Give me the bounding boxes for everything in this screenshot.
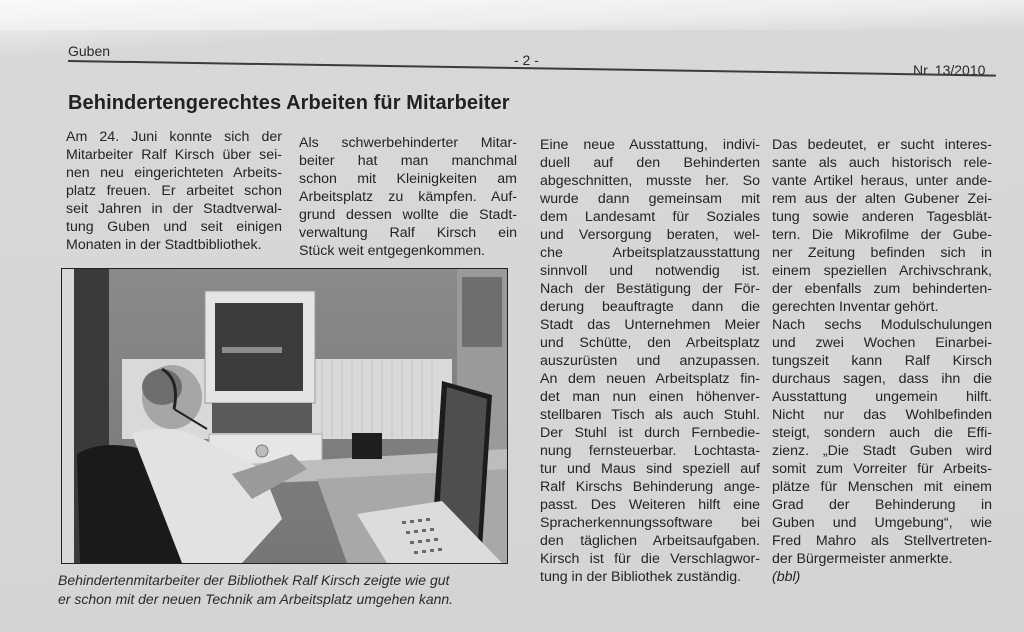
text-line: det man nun einen höhenver- (540, 389, 760, 405)
text-line: passt. Des Weiteren hilft eine (540, 497, 760, 513)
text-line: und Versorgung beraten, wel- (540, 227, 760, 243)
text-line: Ralf Kirschs Behinderung ange- (540, 479, 760, 495)
text-line: Kirsch ist für die Verschlagwor- (540, 551, 760, 567)
text-line: beiter hat man manchmal (299, 153, 517, 169)
text-line: Nach sechs Modulschulungen (772, 317, 992, 333)
text-line: der ebenfalls zum behinderten- (772, 281, 992, 297)
text-line: dem Landesamt für Soziales (540, 209, 760, 225)
text-line: gerechten Inventar gehört. (772, 299, 939, 315)
text-line: ner Zeitung befinden sich in (772, 245, 992, 261)
text-line: verwaltung Ralf Kirsch ein (299, 225, 517, 241)
text-line: Als schwerbehinderter Mitar- (299, 135, 517, 151)
text-line: rem aus der alten Gubener Zei- (772, 191, 992, 207)
text-line: nen neu eingerichteten Arbeits- (66, 165, 282, 181)
text-line: nung fernsteuerbar. Lochtasta- (540, 443, 760, 459)
text-line: Am 24. Juni konnte sich der (66, 129, 282, 145)
text-line: Grad der Behinderung in (772, 497, 992, 513)
text-line: der Bürgermeister anmerkte. (772, 551, 953, 567)
text-line: Guben und Umgebung“, wie (772, 515, 992, 531)
text-line: Stadt das Unternehmen Meier (540, 317, 760, 333)
text-line: sante als auch historisch rele- (772, 155, 992, 171)
text-line: steigt, sondern auch die Effi- (772, 425, 992, 441)
text-line: und zwei Wochen Einarbei- (772, 335, 992, 351)
text-line: Ausstattung ungemein hilft. (772, 389, 992, 405)
text-line: tung in der Bibliothek zuständig. (540, 569, 742, 585)
text-line: grund dessen wollte die Stadt- (299, 207, 517, 223)
photo-caption (58, 571, 518, 609)
text-line: tung Guben und seit einigen (66, 219, 282, 235)
text-line: sinnvoll und notwendig ist. (540, 263, 760, 279)
caption-line: Behindertenmitarbeiter der Bibliothek Ralf Kirsch zeigte wie gut (58, 572, 450, 588)
text-line: Stück weit entgegenkommen. (299, 243, 486, 259)
article-photo (61, 268, 508, 564)
text-line: somit zum Vorreiter für Arbeits- (772, 461, 992, 477)
article-column-4 (772, 136, 992, 586)
text-line: Nach der Bestätigung der För- (540, 281, 760, 297)
text-line: schon mit Kleinigkeiten am (299, 171, 517, 187)
issue-number: Nr. 13/2010 (913, 62, 986, 78)
text-line: einem speziellen Archivschrank, (772, 263, 992, 279)
article-column-1 (66, 128, 282, 254)
scan-edge (0, 0, 1024, 30)
text-line: derung beauftragte dann die (540, 299, 760, 315)
text-line: den täglichen Arbeitsaufgaben. (540, 533, 760, 549)
text-line: auszurüsten und anzupassen. (540, 353, 760, 369)
text-line: Das bedeutet, er sucht interes- (772, 137, 992, 153)
text-line: stellbaren Tisch als auch Stuhl. (540, 407, 760, 423)
workstation-photo-illustration (62, 269, 507, 563)
caption-line: er schon mit der neuen Technik am Arbeitsplatz umgehen kann. (58, 591, 454, 607)
text-line: Monaten in der Stadtbibliothek. (66, 237, 262, 253)
text-line: Nicht nur das Wohlbefinden (772, 407, 992, 423)
text-line: duell auf den Behinderten (540, 155, 760, 171)
text-line: tungszeit kann Ralf Kirsch (772, 353, 992, 369)
text-line: vante Artikel heraus, unter ande- (772, 173, 992, 189)
text-line: tung sowie anderen Tagesblät- (772, 209, 992, 225)
text-line: Spracherkennungssoftware bei (540, 515, 760, 531)
text-line: Mitarbeiter Ralf Kirsch über sei- (66, 147, 282, 163)
article-column-3 (540, 136, 760, 586)
text-line: tur und Maus sind speziell auf (540, 461, 760, 477)
text-line: Arbeitsplatz zu kämpfen. Auf- (299, 189, 517, 205)
text-line: Der Stuhl ist durch Fernbedie- (540, 425, 760, 441)
text-line: An dem neuen Arbeitsplatz fin- (540, 371, 760, 387)
article-column-2 (299, 134, 517, 260)
text-line: Eine neue Ausstattung, indivi- (540, 137, 760, 153)
text-line: Fred Mahro als Stellvertreten- (772, 533, 992, 549)
text-line: zienz. „Die Stadt Guben wird (772, 443, 992, 459)
text-line: abgeschnitten, musste her. So (540, 173, 760, 189)
text-line: platz freuen. Er arbeitet schon (66, 183, 282, 199)
text-line: durchaus sagen, dass ihn die (772, 371, 992, 387)
text-line: che Arbeitsplatzausstattung (540, 245, 760, 261)
text-line: tern. Die Mikrofilme der Gube- (772, 227, 992, 243)
text-line: seit Jahren in der Stadtverwal- (66, 201, 282, 217)
text-line: plätze für Menschen mit einem (772, 479, 992, 495)
section-label: Guben (68, 43, 111, 59)
article-headline: Behindertengerechtes Arbeiten für Mitarbeiter (68, 92, 510, 114)
author-byline: (bbl) (772, 569, 801, 585)
text-line: wurde dann gemeinsam mit (540, 191, 760, 207)
text-line: und Schütte, den Arbeitsplatz (540, 335, 760, 351)
page-number: - 2 - (514, 52, 539, 68)
